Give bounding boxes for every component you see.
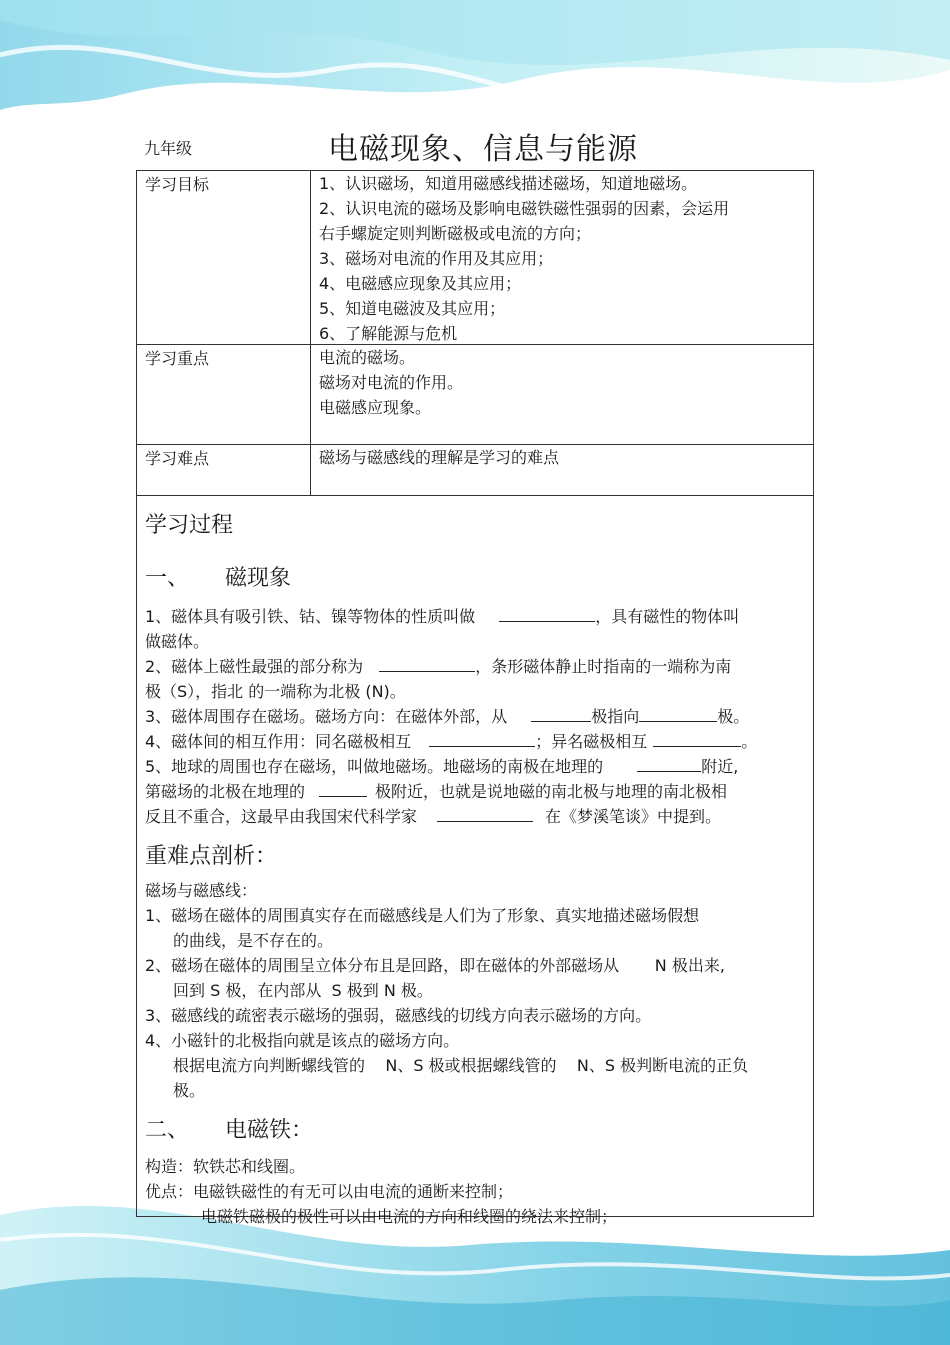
- question-2: 2、磁体上磁性最强的部分称为 ，条形磁体静止时指南的一端称为南 极（S），指北 的一端称为北极 (N)。: [145, 657, 732, 701]
- key-point: 电流的磁场。: [319, 348, 416, 367]
- analysis-point-4: 4、小磁针的北极指向就是该点的磁场方向。 根据电流方向判断螺线管的 N、S 极或根据螺线管的 N、S 极判断电流的正负 极。: [145, 1031, 749, 1100]
- key-point: 磁场对电流的作用。: [319, 373, 464, 392]
- difficulty-label: 学习难点: [137, 445, 311, 495]
- key-points-list: [319, 345, 787, 420]
- analysis-point-2: 2、磁场在磁体的周围呈立体分布且是回路，即在磁体的外部磁场从 N 极出来, 回到 S 极，在内部从 S 极到 N 极。: [145, 956, 725, 1000]
- key-points-row: [137, 345, 813, 445]
- answer-blank[interactable]: [531, 705, 591, 722]
- key-points-label: 学习重点: [137, 345, 311, 444]
- analysis-point-3: 3、磁感线的疏密表示磁场的强弱，磁感线的切线方向表示磁场的方向。: [145, 1006, 652, 1025]
- goals-label: 学习目标: [137, 171, 311, 344]
- answer-blank[interactable]: [639, 705, 717, 722]
- goal-item: 4、电磁感应现象及其应用；: [319, 274, 522, 293]
- answer-blank[interactable]: [499, 605, 595, 622]
- question-3: 3、磁体周围存在磁场。磁场方向：在磁体外部，从 极指向 极。: [145, 707, 750, 726]
- answer-blank[interactable]: [437, 805, 533, 822]
- answer-blank[interactable]: [637, 755, 701, 772]
- section-1-heading: 一、 磁现象: [145, 566, 292, 591]
- question-1: 1、磁体具有吸引铁、钴、镍等物体的性质叫做 ，具有磁性的物体叫 做磁体。: [145, 607, 740, 651]
- answer-blank[interactable]: [429, 730, 535, 747]
- goal-item: 3、磁场对电流的作用及其应用；: [319, 249, 554, 268]
- goal-item: 右手螺旋定则判断磁极或电流的方向；: [319, 224, 592, 243]
- analysis-point-1: 1、磁场在磁体的周围真实存在而磁感线是人们为了形象、真实地描述磁场假想 的曲线，是不存在的。: [145, 906, 700, 950]
- question-5: 5、地球的周围也存在磁场，叫做地磁场。地磁场的南极在地理的 附近, 第磁场的北极在地理的 极附近，也就是说地磁的南北极与地理的南北极相 反且不重合，这最早由我国宋代科学家 在《梦溪笔谈》中提到。: [145, 757, 739, 826]
- lesson-table: [136, 170, 814, 1226]
- answer-blank[interactable]: [319, 780, 367, 797]
- difficulty-row: [137, 445, 813, 496]
- key-point: 电磁感应现象。: [319, 398, 432, 417]
- electromagnet-structure: 构造：软铁芯和线圈。: [145, 1157, 306, 1176]
- electromagnet-advantage-2: 电磁铁磁极的极性可以由电流的方向和线圈的绕法来控制；: [201, 1207, 618, 1226]
- grade-label: 九年级: [144, 139, 193, 158]
- learning-process: [137, 496, 813, 1229]
- goals-row: [137, 171, 813, 345]
- goal-item: 2、认识电流的磁场及影响电磁铁磁性强弱的因素，会运用: [319, 199, 730, 218]
- goals-list: [319, 171, 787, 346]
- analysis-heading: 重难点剖析：: [145, 844, 278, 869]
- goal-item: 1、认识磁场，知道用磁感线描述磁场，知道地磁场。: [319, 174, 698, 193]
- page-title: 电磁现象、信息与能源: [328, 132, 638, 167]
- goal-item: 5、知道电磁波及其应用；: [319, 299, 506, 318]
- process-heading: 学习过程: [145, 513, 234, 538]
- difficulty-text: 磁场与磁感线的理解是学习的难点: [319, 448, 560, 467]
- analysis-subheading: 磁场与磁感线：: [145, 881, 258, 900]
- goal-item: 6、了解能源与危机: [319, 324, 458, 343]
- answer-blank[interactable]: [379, 655, 475, 672]
- section-2-heading: 二、 电磁铁：: [145, 1118, 314, 1143]
- answer-blank[interactable]: [653, 730, 741, 747]
- electromagnet-advantage-1: 优点：电磁铁磁性的有无可以由电流的通断来控制；: [145, 1182, 514, 1201]
- question-4: 4、磁体间的相互作用：同名磁极相互 ；异名磁极相互 。: [145, 732, 758, 751]
